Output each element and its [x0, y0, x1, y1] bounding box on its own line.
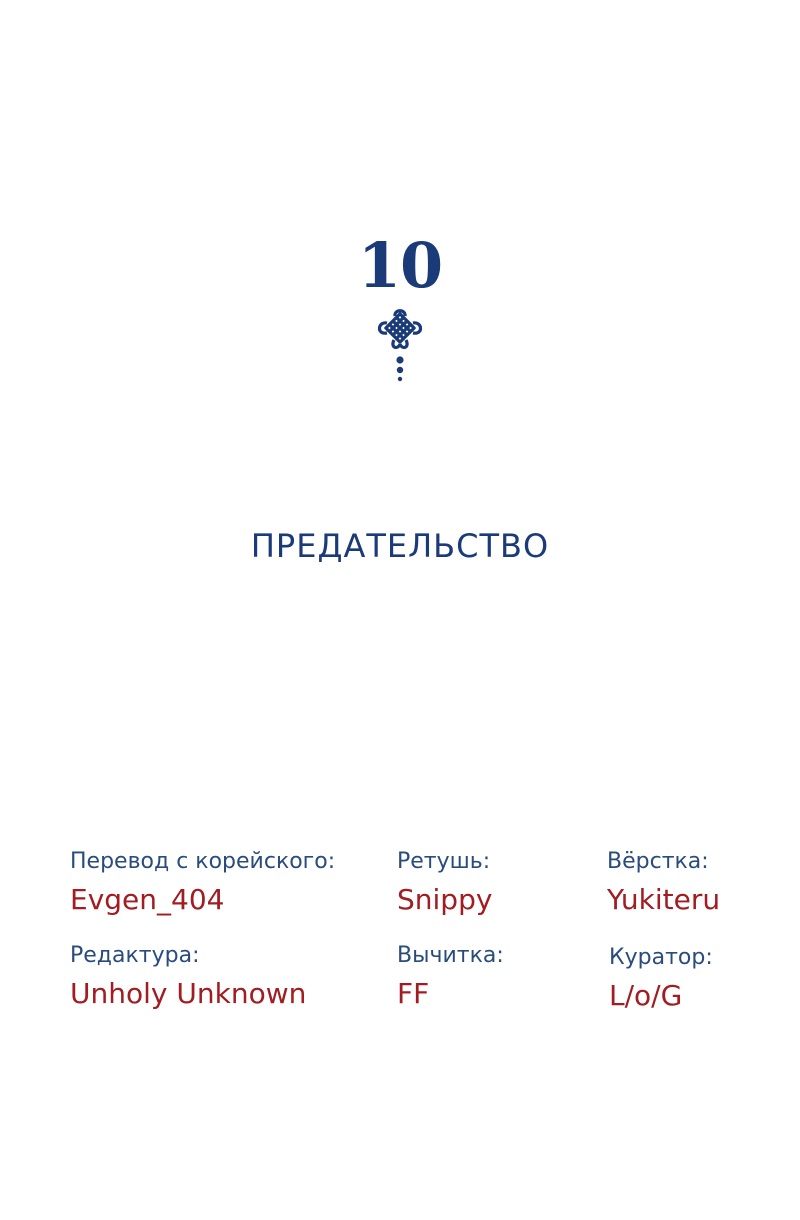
- credit-name: Evgen_404: [70, 883, 225, 916]
- credit-role: Редактура:: [70, 943, 200, 968]
- credit-name: L/o/G: [609, 979, 683, 1012]
- credit-name: Snippy: [397, 883, 493, 916]
- credit-retouch: [397, 848, 492, 918]
- credit-curator: [609, 944, 713, 1014]
- credit-translation: [70, 848, 335, 918]
- credit-role: Куратор:: [609, 945, 713, 970]
- credit-role: Перевод с корейского:: [70, 849, 336, 874]
- credit-role: Вычитка:: [397, 943, 504, 968]
- credit-proofreading: [397, 942, 504, 1012]
- credit-editing: [70, 942, 306, 1012]
- credit-name: Unholy Unknown: [70, 977, 307, 1010]
- credit-role: Вёрстка:: [607, 849, 709, 874]
- chapter-number: 10: [357, 229, 443, 302]
- credit-name: Yukiteru: [607, 883, 721, 916]
- chapter-title: ПРЕДАТЕЛЬСТВО: [250, 527, 550, 565]
- credit-name: FF: [397, 977, 430, 1010]
- endless-knot-icon: [372, 308, 428, 388]
- credit-role: Ретушь:: [397, 849, 491, 874]
- credit-typesetting: [607, 848, 720, 918]
